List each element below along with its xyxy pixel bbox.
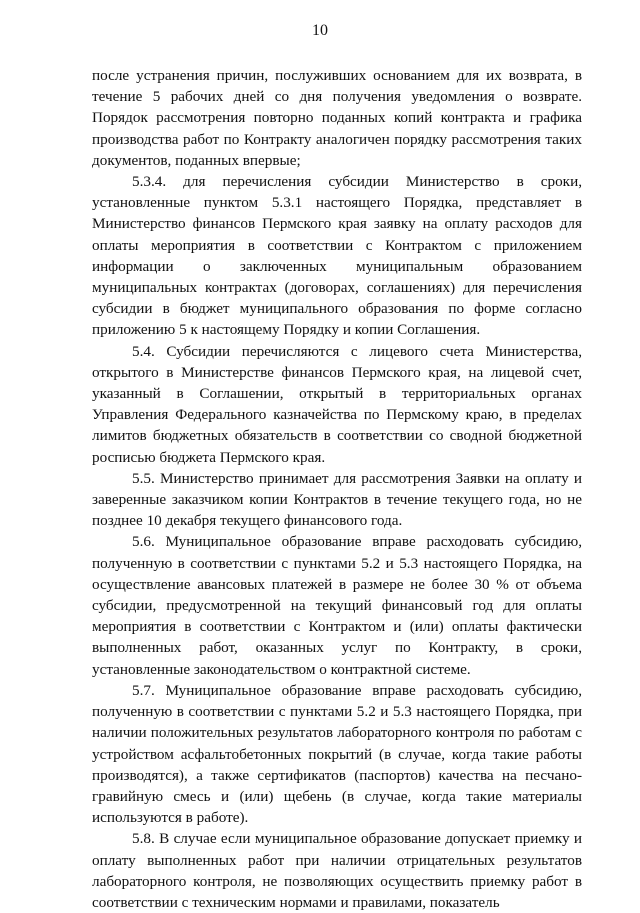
page-number: 10 — [312, 22, 328, 39]
document-body — [92, 65, 582, 913]
paragraph-5-6: 5.6. Муниципальное образование вправе расходовать субсидию, полученную в соответствии с пунктами 5.2 и 5.3 настоящего Порядка, на осуществление авансовых платежей в размере не более 30 % от объема субсидии, предусмотренной на текущий финансовый год для оплаты мероприятия в соответствии с Контрактом и (или) оплаты фактически выполненных работ, оказанных услуг по Контракту, в сроки, установленные законодательством о контрактной системе. — [92, 533, 582, 678]
paragraph-5-7: 5.7. Муниципальное образование вправе расходовать субсидию, полученную в соответствии с пунктами 5.2 и 5.3 настоящего Порядка, при наличии положительных результатов лабораторного контроля по работам с устройством асфальтобетонных покрытий (в случае, когда такие работы производятся), а также сертификатов (паспортов) качества на песчано-гравийную смесь и (или) щебень (в случае, когда такие материалы используются в работе). — [92, 681, 582, 827]
paragraph-5-3-4: 5.3.4. для перечисления субсидии Министерство в сроки, установленные пунктом 5.3.1 настоящего Порядка, представляет в Министерство финансов Пермского края заявку на оплату расходов для оплаты мероприятия в соответствии с Контрактом с приложением информации о заключенных муниципальным образованием муниципальных контрактах (договорах, соглашениях) для перечисления субсидии в бюджет муниципального образования по форме согласно приложению 5 к настоящему Порядку и копии Соглашения. — [92, 173, 582, 339]
paragraph-5-8: 5.8. В случае если муниципальное образование допускает приемку и оплату выполненных работ при наличии отрицательных результатов лабораторного контроля, не позволяющих осуществить приемку работ в соответствии с техническим нормами и правилами, показатель — [92, 830, 582, 911]
paragraph-5-4: 5.4. Субсидии перечисляются с лицевого счета Министерства, открытого в Министерстве финансов Пермского края, на лицевой счет, указанный в Соглашении, открытый в территориальных органах Управления Федерального казначейства по Пермскому краю, в пределах лимитов бюджетных обязательств в соответствии со сводной бюджетной росписью бюджета Пермского края. — [92, 342, 582, 466]
paragraph-5-5: 5.5. Министерство принимает для рассмотрения Заявки на оплату и заверенные заказчиком копии Контрактов в течение текущего года, но не позднее 10 декабря текущего финансового года. — [92, 469, 582, 530]
paragraph-continuation: после устранения причин, послуживших основанием для их возврата, в течение 5 рабочих дней со дня получения уведомления о возврате. Порядок рассмотрения повторно поданных копий контракта и графика производства работ по Контракту аналогичен порядку рассмотрения таких документов, поданных впервые; — [92, 67, 582, 169]
